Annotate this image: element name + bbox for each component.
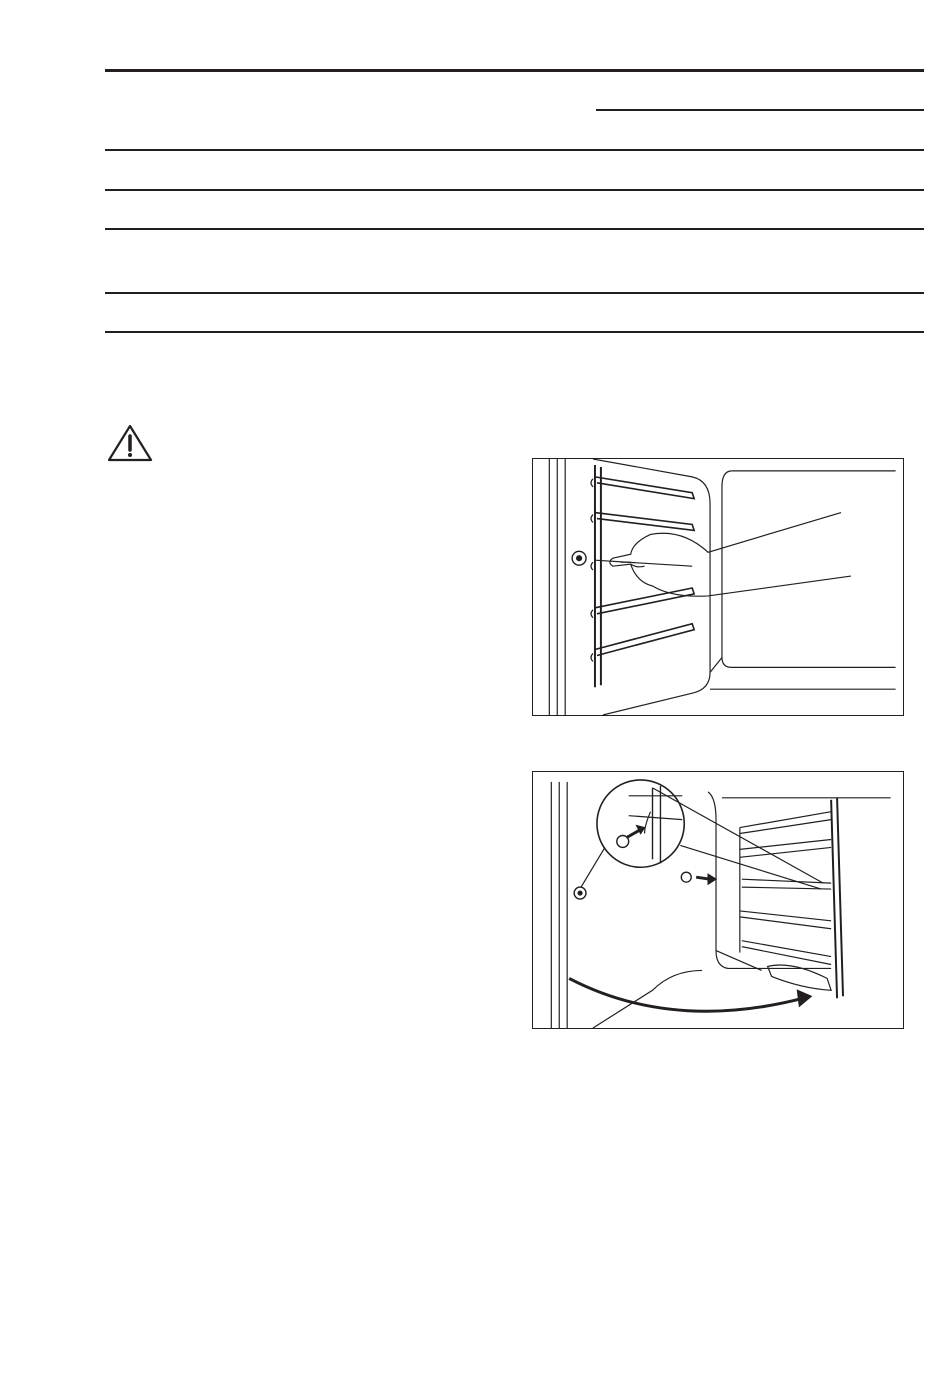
- table-bottom-rule: [105, 331, 924, 333]
- figure-shelf-support-removal-1: [532, 458, 904, 716]
- figure-shelf-support-removal-2: [532, 771, 904, 1029]
- data-table: [105, 0, 924, 340]
- illustration-hand-on-shelf-support: [533, 459, 903, 715]
- table-row-rule: [105, 189, 924, 191]
- illustration-shelf-support-swung-out: [533, 772, 903, 1028]
- table-row-rule: [105, 228, 924, 230]
- table-top-rule: [105, 69, 924, 72]
- table-header-sub-rule: [596, 109, 924, 111]
- table-row-rule: [105, 149, 924, 151]
- table-row-rule: [105, 292, 924, 294]
- warning-triangle-icon: [106, 423, 154, 463]
